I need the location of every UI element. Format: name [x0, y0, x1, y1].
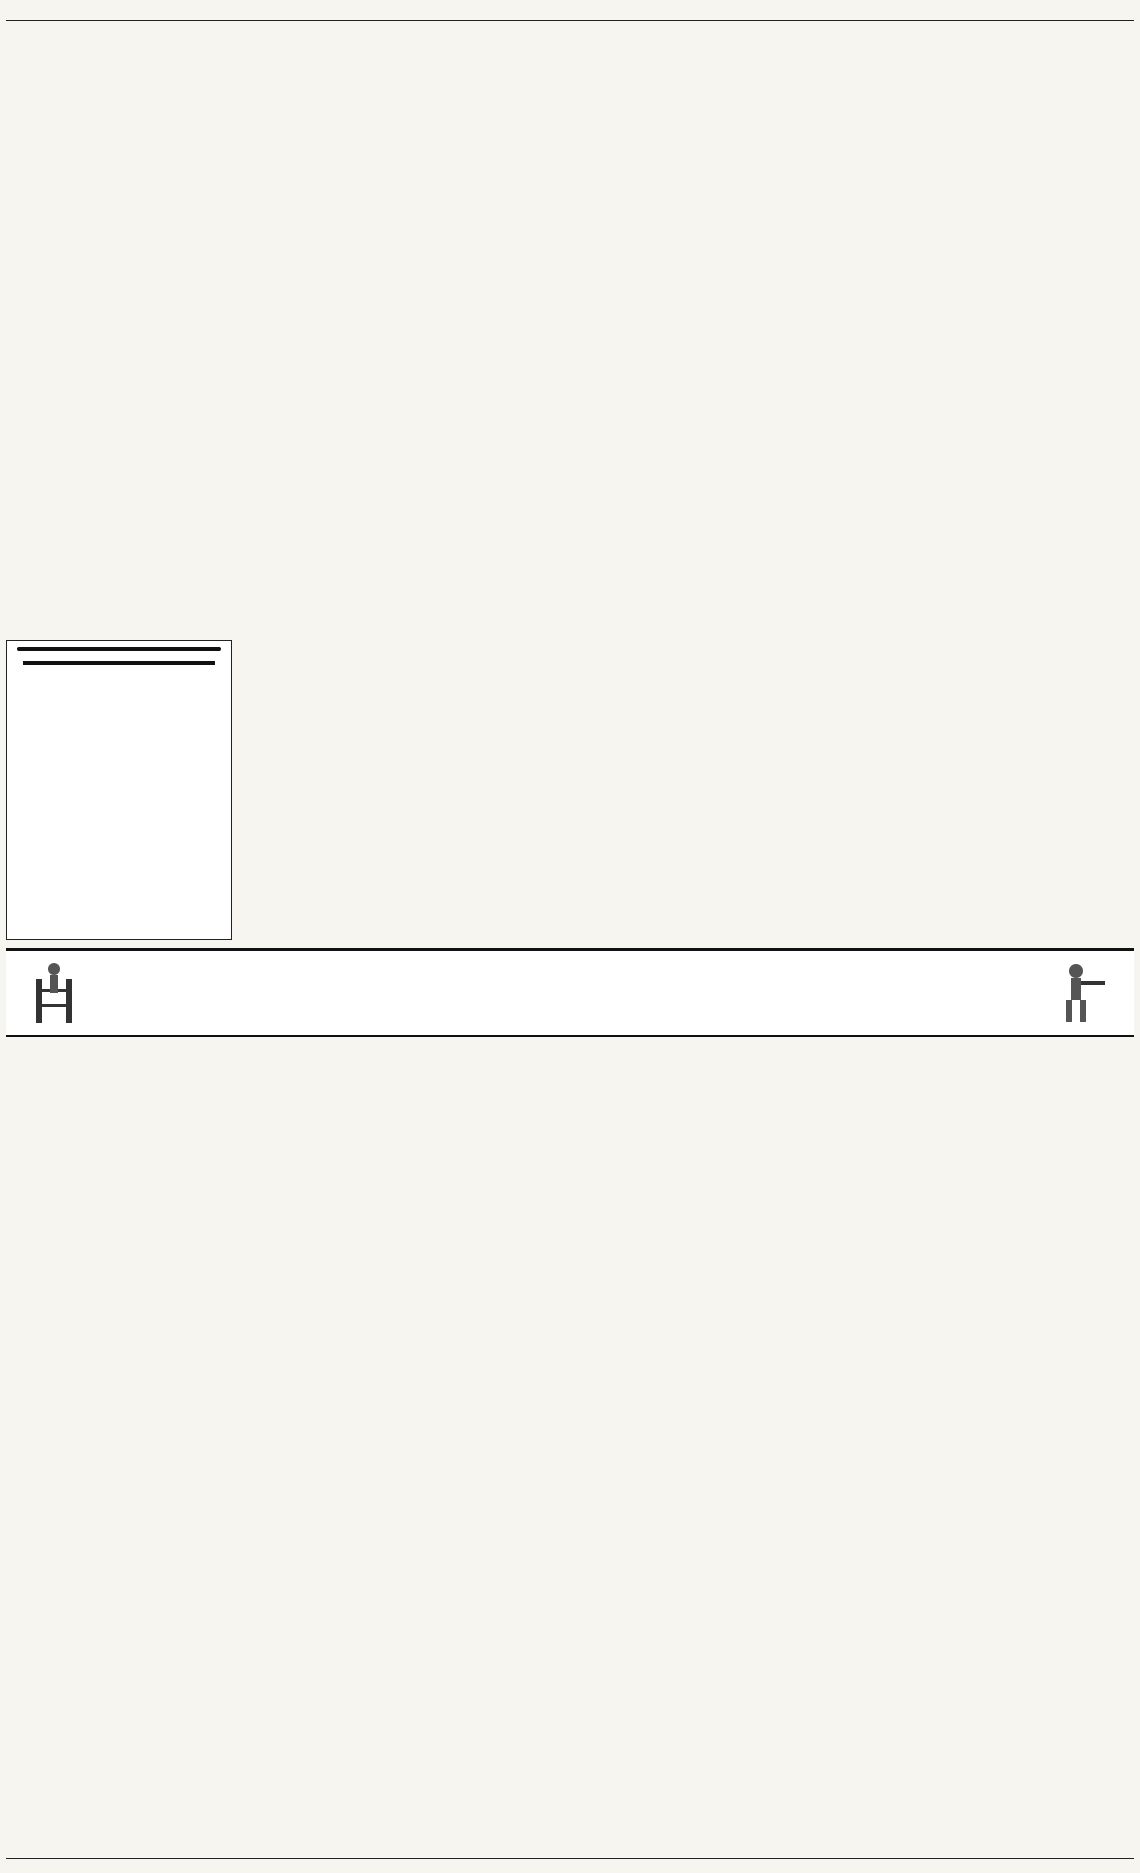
service-guide-columns: [6, 1036, 1134, 1856]
workman-figure-icon: [1046, 959, 1116, 1025]
harold-smith-ad: [6, 640, 232, 940]
painter-figure-icon: [26, 959, 96, 1025]
masthead: [6, 4, 1134, 21]
page-footer: [6, 1858, 1134, 1871]
harold-phone: [23, 661, 215, 665]
harold-logo: [17, 647, 221, 651]
home-service-guide-banner: [6, 948, 1134, 1037]
